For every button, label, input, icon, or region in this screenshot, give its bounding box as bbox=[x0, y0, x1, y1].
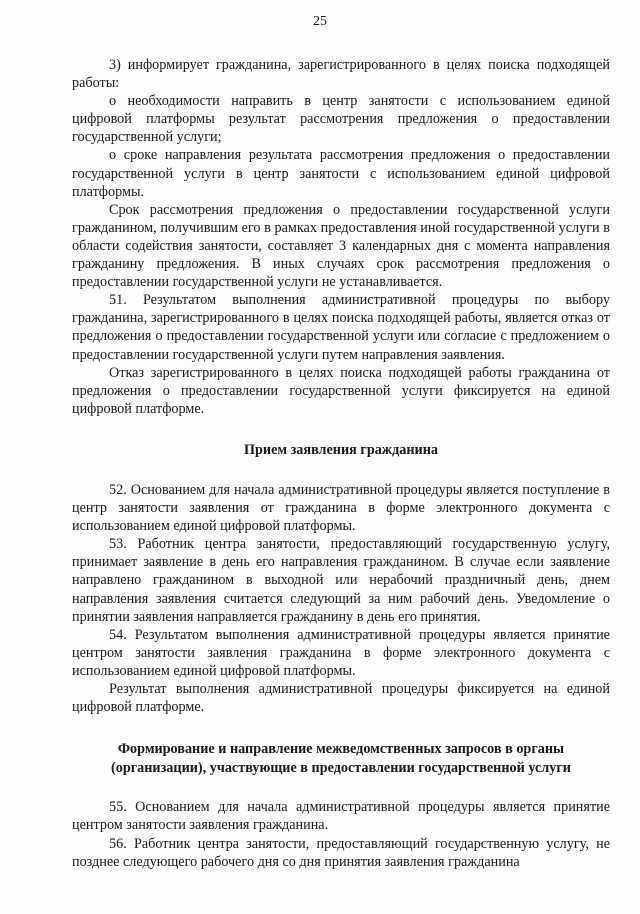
paragraph: 51. Результатом выполнения административной процедуры по выбору гражданина, зарегистрированного в целях поиска подходящей работы, является отказ от предложения о предоставлении государственной услуги или согласие с предложением о предоставлении государственной услуги путем направления заявления. bbox=[72, 292, 610, 363]
paragraph: 56. Работник центра занятости, предоставляющий государственную услугу, не позднее следующего рабочего дня со дня принятия заявления гражданина bbox=[72, 835, 610, 870]
paragraph: о сроке направления результата рассмотрения предложения о предоставлении государственной услуги в центр занятости с использованием единой цифровой платформы. bbox=[72, 147, 610, 200]
paragraph: 53. Работник центра занятости, предоставляющий государственную услугу, принимает заявление в день его направления гражданином. В случае если заявление направлено гражданином в выходной или нерабочий праздничный день, днем направления заявления считается следующий за ним рабочий день. Уведомление о принятии заявления направляется гражданину в день его принятия. bbox=[72, 536, 610, 625]
paragraph: Результат выполнения административной процедуры фиксируется на единой цифровой платформе. bbox=[72, 681, 610, 716]
spacer bbox=[72, 418, 610, 441]
spacer bbox=[72, 459, 610, 481]
section-heading: Формирование и направление межведомственных запросов в органы (организации), участвующие в предоставлении государственной услуги bbox=[111, 741, 571, 776]
page-number: 25 bbox=[313, 14, 327, 29]
spacer bbox=[72, 777, 610, 798]
spacer bbox=[72, 716, 610, 740]
paragraph: 55. Основанием для начала административной процедуры является принятие центром занятости заявления гражданина. bbox=[72, 799, 610, 834]
paragraph: Срок рассмотрения предложения о предоставлении государственной услуги гражданином, получившим его в рамках предоставления иной государственной услуги в области содействия занятости, составляет 3 календарных дня с момента направления гражданину предложения. В иных случаях срок рассмотрения предложения о предоставлении государственной услуги не устанавливается. bbox=[72, 201, 610, 291]
document-body bbox=[72, 56, 610, 871]
section-heading: Прием заявления гражданина bbox=[244, 441, 438, 458]
paragraph: Отказ зарегистрированного в целях поиска подходящей работы гражданина от предложения о предоставлении государственной услуги фиксируется на единой цифровой платформе. bbox=[72, 364, 610, 417]
paragraph: 52. Основанием для начала административной процедуры является поступление в центр занятости заявления от гражданина в форме электронного документа с использованием единой цифровой платформы. bbox=[72, 481, 610, 535]
paragraph: о необходимости направить в центр занятости с использованием единой цифровой платформы результат рассмотрения предложения о предоставлении государственной услуги; bbox=[72, 93, 610, 146]
paragraph: 54. Результатом выполнения административной процедуры является принятие центром занятости заявления гражданина в форме электронного документа с использованием единой цифровой платформы. bbox=[72, 626, 610, 679]
paragraph: 3) информирует гражданина, зарегистрированного в целях поиска подходящей работы: bbox=[72, 57, 610, 92]
